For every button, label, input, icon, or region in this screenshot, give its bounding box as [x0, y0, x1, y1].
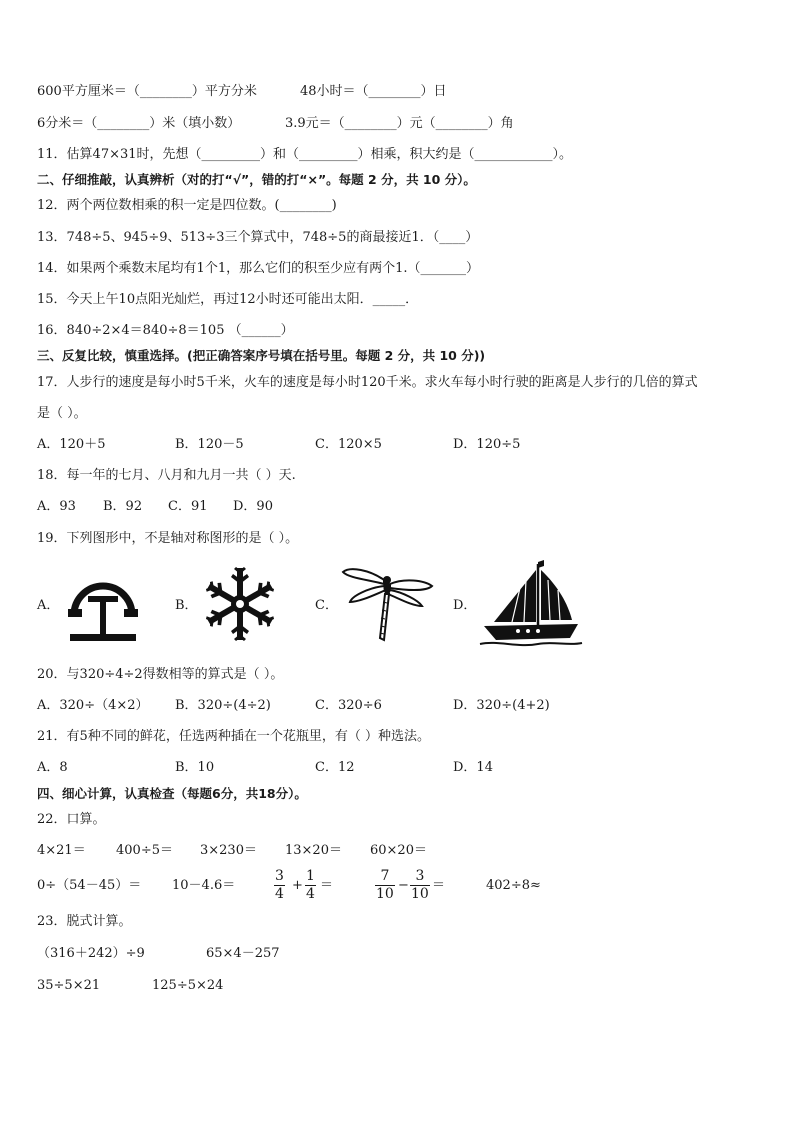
question-12: 12．两个两位数相乘的积一定是四位数。(________) [37, 198, 337, 213]
oral-item-estimate: 402÷8≈ [486, 878, 541, 893]
oral-item-3: 3×230＝ [200, 843, 257, 858]
q18-option-c: C．91 [168, 499, 208, 514]
section-2-heading: 二、仔细推敲，认真辨析（对的打“√”，错的打“×”。每题 2 分，共 10 分）。 [37, 172, 476, 187]
dragonfly-icon [340, 566, 435, 646]
q10-line-1 [37, 84, 257, 100]
q17-option-c: C．120×5 [315, 437, 382, 452]
question-17-line-1: 17．人步行的速度是每小时5千米，火车的速度是每小时120千米。求火车每小时行驶的距离是人步行的几倍的算式 [37, 375, 698, 390]
plus-sign: + [292, 878, 303, 893]
calc-item-3: 35÷5×21 [37, 978, 101, 993]
question-17-line-2: 是（ ）。 [37, 406, 87, 421]
calc-item-4: 125÷5×24 [152, 978, 224, 993]
q17-option-b: B．120－5 [175, 437, 244, 452]
q20-option-c: C．320÷6 [315, 698, 382, 713]
q21-option-c: C．12 [315, 760, 355, 775]
section-3-heading: 三、反复比较，慎重选择。(把正确答案序号填在括号里。每题 2 分，共 10 分)) [37, 348, 486, 363]
q17-option-d: D．120÷5 [453, 437, 521, 452]
oral-item-5: 60×20＝ [370, 843, 427, 858]
calc-item-2: 65×4－257 [206, 946, 280, 961]
oral-item-2: 400÷5＝ [116, 843, 173, 858]
q20-option-b: B．320÷(4÷2) [175, 698, 271, 713]
oral-item-7: 10－4.6＝ [172, 878, 236, 893]
question-14: 14．如果两个乘数末尾均有1个1，那么它们的积至少应有两个1.（_______） [37, 261, 479, 276]
snowflake-icon [200, 564, 280, 644]
oral-item-1: 4×21＝ [37, 843, 86, 858]
unit-conversion-area: 600平方厘米＝（________）平方分米 [37, 84, 257, 99]
q21-option-a: A．8 [37, 760, 68, 775]
q18-option-d: D．90 [233, 499, 273, 514]
question-22: 22．口算。 [37, 812, 106, 827]
sailboat-icon [478, 560, 583, 650]
question-23: 23．脱式计算。 [37, 914, 132, 929]
question-19: 19．下列图形中，不是轴对称图形的是（ ）。 [37, 531, 299, 546]
question-18: 18．每一年的七月、八月和九月一共（ ）天. [37, 468, 296, 483]
q21-option-d: D．14 [453, 760, 493, 775]
q18-option-b: B．92 [103, 499, 143, 514]
question-16: 16．840÷2×4＝840÷8＝105 （______） [37, 323, 294, 338]
q18-option-a: A．93 [37, 499, 76, 514]
fraction-7-10: $\frac{7}{10}$ [376, 868, 394, 902]
q21-option-b: B．10 [175, 760, 215, 775]
q19-option-d: D． [453, 598, 477, 613]
equals-sign: ＝ [320, 878, 334, 893]
q20-option-a: A．320÷（4×2） [37, 698, 149, 713]
oral-item-4: 13×20＝ [285, 843, 342, 858]
q19-option-a: A． [37, 598, 60, 613]
question-11: 11．估算47×31时，先想（_________）和（_________）相乘，积大约是（____________）。 [37, 147, 573, 162]
fraction-3-4: $\frac{3}{4}$ [275, 868, 284, 902]
q20-option-d: D．320÷(4+2) [453, 698, 550, 713]
question-13: 13．748÷5、945÷9、513÷3三个算式中，748÷5的商最接近1．（____） [37, 230, 479, 245]
question-15: 15．今天上午10点阳光灿烂，再过12小时还可能出太阳．_____． [37, 292, 419, 307]
q19-option-b: B． [175, 598, 198, 613]
q19-option-c: C． [315, 598, 338, 613]
calc-item-1: （316＋242）÷9 [37, 946, 145, 961]
question-21: 21．有5种不同的鲜花，任选两种插在一个花瓶里，有（ ）种选法。 [37, 729, 430, 744]
unit-conversion-money: 3.9元＝（________）元（________）角 [285, 116, 514, 131]
minus-sign: − [398, 878, 409, 893]
unit-conversion-length: 6分米＝（________）米（填小数） [37, 116, 241, 131]
section-4-heading: 四、细心计算，认真检查（每题6分，共18分）。 [37, 786, 307, 801]
fraction-1-4: $\frac{1}{4}$ [306, 868, 315, 902]
question-20: 20．与320÷4÷2得数相等的算式是（ ）。 [37, 667, 284, 682]
q17-option-a: A．120＋5 [37, 437, 106, 452]
fraction-3-10: $\frac{3}{10}$ [411, 868, 429, 902]
railway-logo-icon [64, 565, 142, 647]
equals-sign-2: ＝ [432, 878, 446, 893]
oral-item-6: 0÷（54－45）＝ [37, 878, 142, 893]
unit-conversion-hours: 48小时＝（________）日 [300, 84, 447, 99]
